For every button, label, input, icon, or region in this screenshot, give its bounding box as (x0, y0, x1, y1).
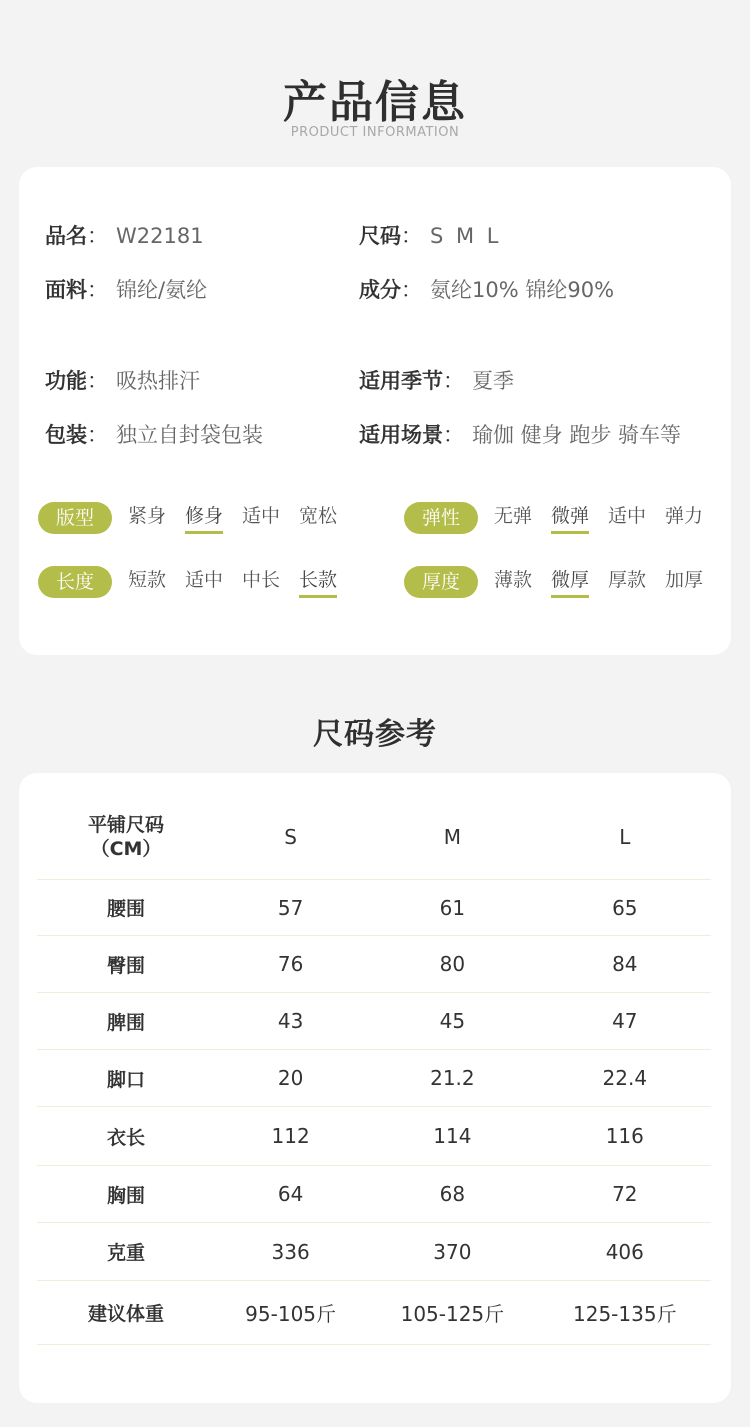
row-value: 116 (539, 1107, 711, 1166)
row-value: 112 (215, 1107, 366, 1166)
size-chart-card (19, 773, 731, 1403)
attr-fit (38, 501, 356, 535)
row-value: 57 (215, 880, 366, 936)
info-item-name: 品名： W22181 (45, 224, 204, 248)
info-item-function: 功能： 吸热排汗 (45, 369, 200, 393)
attr-option-selected: 微厚 (551, 567, 589, 598)
attr-option: 紧身 (128, 504, 167, 527)
attr-option: 短款 (128, 568, 167, 591)
row-value: 21.2 (366, 1050, 538, 1107)
row-value: 105-125斤 (366, 1281, 538, 1345)
row-value: 47 (539, 993, 711, 1050)
row-value: 336 (215, 1223, 366, 1281)
info-item-season: 适用季节： 夏季 (359, 369, 514, 393)
row-value: 61 (366, 880, 538, 936)
row-label: 克重 (37, 1223, 215, 1281)
size-header-label-line2: （CM） (90, 838, 162, 860)
info-item-scene: 适用场景： 瑜伽 健身 跑步 骑车等 (359, 423, 682, 447)
size-section-title: 尺码参考 (313, 717, 437, 752)
table-row (37, 1166, 711, 1223)
attr-option: 薄款 (494, 568, 533, 591)
row-label: 脚口 (37, 1050, 215, 1107)
row-value: 45 (366, 993, 538, 1050)
page-title: 产品信息 (283, 77, 467, 128)
row-value: 22.4 (539, 1050, 711, 1107)
row-label: 胸围 (37, 1166, 215, 1223)
size-header-m: M (366, 795, 538, 880)
row-value: 64 (215, 1166, 366, 1223)
page-subtitle: PRODUCT INFORMATION (290, 125, 460, 140)
info-item-packaging: 包装： 独立自封袋包装 (45, 423, 263, 447)
attr-option-selected: 修身 (185, 503, 223, 534)
attr-option: 无弹 (494, 504, 533, 527)
info-item-size: 尺码： S M L (359, 224, 502, 248)
row-value: 370 (366, 1223, 538, 1281)
row-value: 80 (366, 936, 538, 993)
table-row (37, 993, 711, 1050)
table-row (37, 1281, 711, 1345)
row-label: 衣长 (37, 1107, 215, 1166)
row-label: 臀围 (37, 936, 215, 993)
attr-option: 加厚 (665, 568, 704, 591)
attr-label-pill: 弹性 (404, 502, 478, 534)
size-header-s: S (215, 795, 366, 880)
size-header-label (37, 795, 215, 880)
row-value: 72 (539, 1166, 711, 1223)
attr-label-pill: 版型 (38, 502, 112, 534)
row-value: 20 (215, 1050, 366, 1107)
size-header-label-line1: 平铺尺码 (87, 814, 164, 836)
attr-thickness (404, 565, 722, 599)
row-label: 脾围 (37, 993, 215, 1050)
attr-option: 厚款 (608, 568, 647, 591)
table-row (37, 936, 711, 993)
row-label: 建议体重 (37, 1281, 215, 1345)
table-row (37, 1107, 711, 1166)
table-row (37, 1223, 711, 1281)
attr-option: 适中 (608, 504, 647, 527)
row-value: 114 (366, 1107, 538, 1166)
table-row (37, 1050, 711, 1107)
attr-label-pill: 厚度 (404, 566, 478, 598)
row-value: 68 (366, 1166, 538, 1223)
info-item-fabric: 面料： 锦纶/氨纶 (45, 278, 208, 302)
row-label: 腰围 (37, 880, 215, 936)
info-item-composition: 成分： 氨纶10% 锦纶90% (359, 278, 615, 302)
size-table (37, 795, 711, 1345)
attr-option-selected: 微弹 (551, 503, 589, 534)
attr-option: 中长 (242, 568, 281, 591)
attr-label-pill: 长度 (38, 566, 112, 598)
attr-length (38, 565, 356, 599)
row-value: 95-105斤 (215, 1281, 366, 1345)
attr-elasticity (404, 501, 722, 535)
row-value: 125-135斤 (539, 1281, 711, 1345)
row-value: 65 (539, 880, 711, 936)
size-header-l: L (539, 795, 711, 880)
attr-option: 适中 (242, 504, 281, 527)
row-value: 406 (539, 1223, 711, 1281)
attr-option: 弹力 (665, 504, 704, 527)
attr-option: 宽松 (299, 504, 338, 527)
table-row (37, 880, 711, 936)
row-value: 76 (215, 936, 366, 993)
attr-option-selected: 长款 (299, 567, 337, 598)
size-table-header (37, 795, 711, 880)
attr-option: 适中 (185, 568, 224, 591)
row-value: 43 (215, 993, 366, 1050)
product-info-card (19, 167, 731, 655)
row-value: 84 (539, 936, 711, 993)
